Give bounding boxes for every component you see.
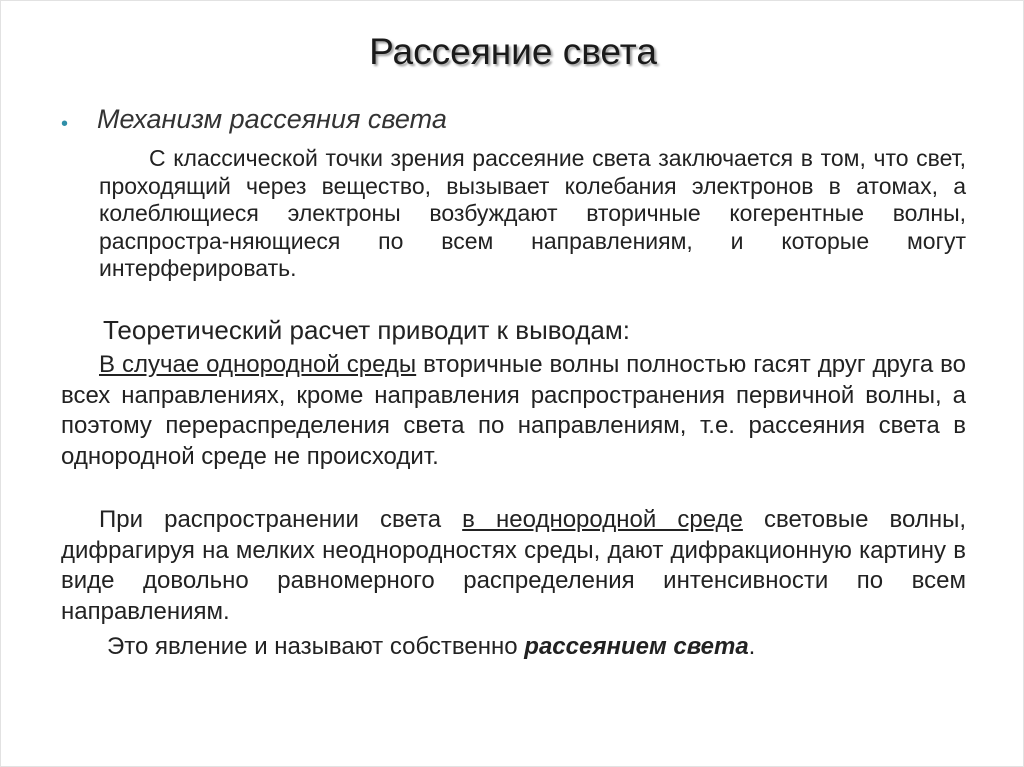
- paragraph-homogeneous-text: вторичные волны полностью гасят друг друга во всех направлениях, кроме направления распространения первичной волны, а поэтому перераспределения света по направлениям, т.е. рассеяния света в однородной среде не происходит.: [61, 351, 967, 470]
- conclusion-after: .: [748, 633, 756, 660]
- conclusion-before: Это явление и называют собственно: [107, 633, 525, 660]
- lead-sentence: Теоретический расчет приводит к выводам:: [103, 315, 630, 345]
- paragraph-inhomogeneous-medium: [61, 505, 966, 627]
- underlined-phrase-homogeneous: В случае однородной среды: [99, 351, 417, 378]
- emphasized-term: рассеянием света: [524, 633, 749, 660]
- slide-title: Рассеяние света: [369, 31, 657, 72]
- paragraph-conclusion: [107, 633, 755, 661]
- section-subtitle: Механизм рассеяния света: [97, 104, 447, 134]
- paragraph-inhomogeneous-after: световые волны, дифрагируя на мелких неоднородностях среды, дают дифракционную картину в виде довольно равномерного распределения интенсивности по всем направлениям.: [61, 506, 966, 625]
- underlined-phrase-inhomogeneous: в неоднородной среде: [462, 506, 743, 533]
- paragraph-homogeneous-medium: [61, 350, 966, 472]
- paragraph-inhomogeneous-before: При распространении света: [99, 506, 463, 533]
- bullet-icon: •: [61, 113, 69, 135]
- paragraph-classical-view: С классической точки зрения рассеяние света заключается в том, что свет, проходящий через вещество, вызывает колебания электронов в атомах, а колеблющиеся электроны возбуждают вторичные когерентные волны, распростра-няющиеся по всем направлениям, и которые могут интерферировать.: [99, 145, 966, 281]
